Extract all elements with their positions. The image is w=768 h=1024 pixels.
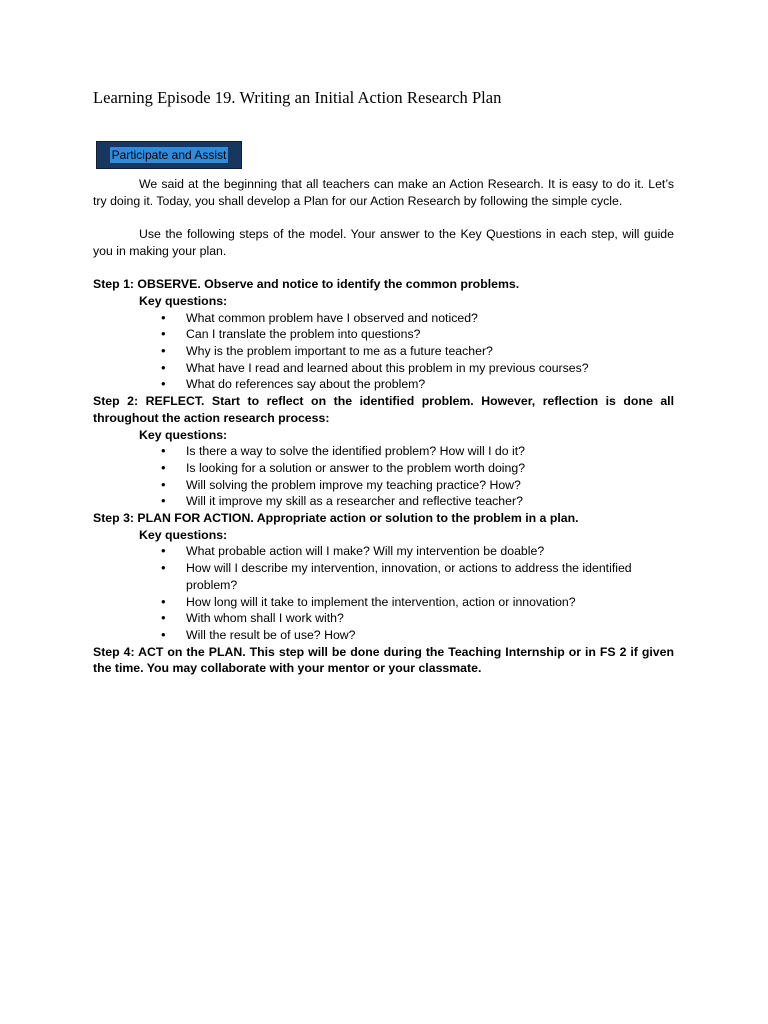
list-item: • Is looking for a solution or answer to the problem worth doing? [186, 460, 674, 477]
list-item: • What have I read and learned about this problem in my previous courses? [186, 360, 674, 377]
section-badge [96, 141, 242, 169]
step-heading: Step 3: PLAN FOR ACTION. Appropriate action or solution to the problem in a plan. [93, 511, 579, 526]
page-title: Learning Episode 19. Writing an Initial Action Research Plan [93, 88, 502, 107]
intro-paragraph: Use the following steps of the model. Your answer to the Key Questions in each step, will guide you in making your plan. [93, 227, 674, 258]
list-item: • Will the result be of use? How? [186, 627, 674, 644]
step-heading: Step 1: OBSERVE. Observe and notice to identify the common problems. [93, 277, 520, 292]
list-item: • With whom shall I work with? [186, 610, 674, 627]
list-item: • Is there a way to solve the identified problem? How will I do it? [186, 443, 674, 460]
question-list [93, 543, 674, 643]
list-item: • What probable action will I make? Will my intervention be doable? [186, 543, 674, 560]
list-item: • Why is the problem important to me as a future teacher? [186, 343, 674, 360]
list-item: • Will it improve my skill as a researcher and reflective teacher? [186, 493, 674, 510]
question-list [93, 310, 674, 394]
key-questions-label: Key questions: [139, 527, 228, 542]
step-heading: Step 2: REFLECT. Start to reflect on the identified problem. However, reflection is done all throughout the action research process: [93, 394, 674, 425]
intro-paragraph: We said at the beginning that all teachers can make an Action Research. It is easy to do it. Let’s try doing it. Today, you shall develop a Plan for our Action Research by following the simple cycle. [93, 177, 674, 208]
list-item: • What do references say about the problem? [186, 376, 674, 393]
key-questions-label: Key questions: [139, 427, 228, 442]
question-list [93, 443, 674, 510]
list-item: • How long will it take to implement the intervention, action or innovation? [186, 594, 674, 611]
document-body [93, 176, 674, 677]
list-item: • How will I describe my intervention, innovation, or actions to address the identified problem? [186, 560, 674, 593]
section-badge-label: Participate and Assist [111, 148, 227, 162]
list-item: • What common problem have I observed and noticed? [186, 310, 674, 327]
key-questions-label: Key questions: [139, 293, 228, 308]
list-item: • Will solving the problem improve my teaching practice? How? [186, 477, 674, 494]
step-heading: Step 4: ACT on the PLAN. This step will be done during the Teaching Internship or in FS 2 if given the time. You may collaborate with your mentor or your classmate. [93, 644, 674, 676]
list-item: • Can I translate the problem into questions? [186, 326, 674, 343]
